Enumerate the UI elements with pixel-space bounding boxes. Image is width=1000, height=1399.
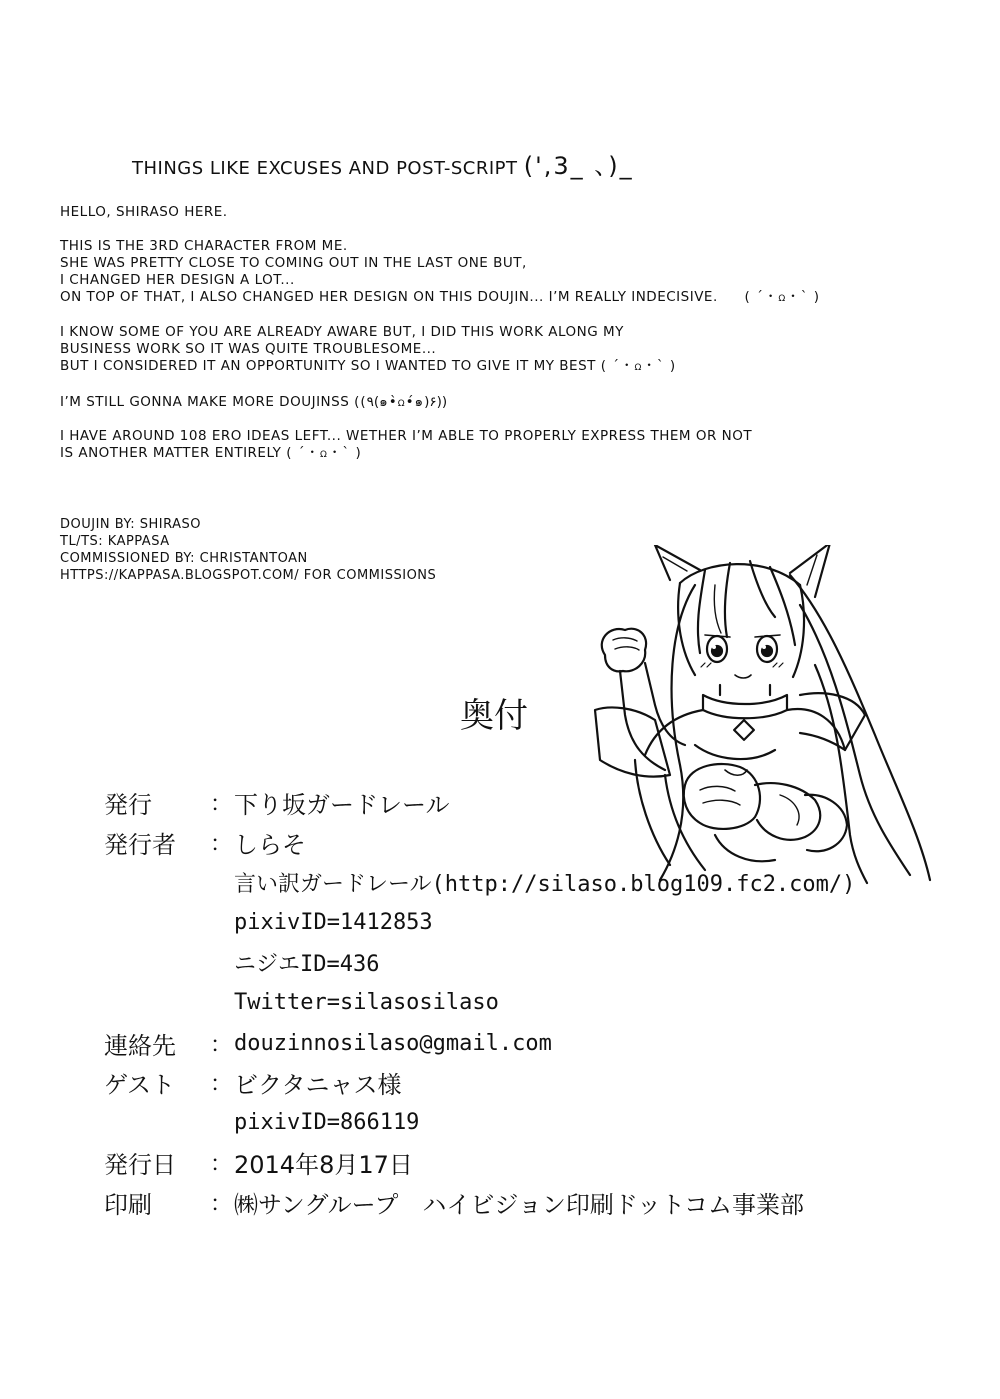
author-twitter: Twitter=silasosilaso <box>234 989 499 1015</box>
paragraph-line: I HAVE AROUND 108 ERO IDEAS LEFT... WETHER I’M ABLE TO PROPERLY EXPRESS THEM OR NOT <box>60 428 753 444</box>
credit-doujin-by: DOUJIN BY: SHIRASO <box>60 517 201 532</box>
guest-label: ゲスト <box>104 1070 176 1099</box>
afterword-paragraph-2 <box>60 324 676 375</box>
afterword-paragraph-3 <box>60 394 447 411</box>
paragraph-line <box>60 358 676 375</box>
paragraph-emote: ((٩(๑•̀ω•́๑)۶)) <box>354 394 448 410</box>
paragraph-line-text: ON TOP OF THAT, I ALSO CHANGED HER DESIGN ON THIS DOUJIN... I’M REALLY INDECISIVE. <box>60 289 718 305</box>
author-value: しらそ <box>234 830 306 859</box>
paragraph-line: BUSINESS WORK SO IT WAS QUITE TROUBLESOME... <box>60 341 437 357</box>
paragraph-line: SHE WAS PRETTY CLOSE TO COMING OUT IN THE LAST ONE BUT, <box>60 255 527 271</box>
colophon-row-printer <box>104 1184 804 1220</box>
guest-pixiv: pixivID=866119 <box>234 1109 420 1135</box>
colophon-row-publisher <box>104 784 450 820</box>
author-blog: 言い訳ガードレール(http://silaso.blog109.fc2.com/) <box>234 871 856 897</box>
contact-label: 連絡先 <box>104 1031 176 1060</box>
paragraph-line <box>60 394 447 411</box>
author-pixiv: pixivID=1412853 <box>234 909 433 935</box>
colon: ： <box>209 1191 232 1217</box>
afterword-title-emote: (',3_ 、)_ <box>523 152 634 180</box>
colon: ： <box>209 791 232 817</box>
paragraph-line-text: I’M STILL GONNA MAKE MORE DOUJINSS <box>60 394 350 410</box>
contact-email: douzinnosilaso@gmail.com <box>234 1030 552 1056</box>
afterword-title <box>132 146 634 181</box>
paragraph-line-text: IS ANOTHER MATTER ENTIRELY <box>60 445 282 461</box>
afterword-paragraph-4 <box>60 428 752 462</box>
author-nijie: ニジエID=436 <box>234 951 380 977</box>
translation-credits <box>60 516 436 584</box>
printer-label: 印刷 <box>104 1190 152 1219</box>
date-value: 2014年8月17日 <box>234 1150 413 1179</box>
paragraph-line: THIS IS THE 3RD CHARACTER FROM ME. <box>60 238 348 254</box>
author-label: 発行者 <box>104 830 176 859</box>
colon: ： <box>209 1032 232 1058</box>
publisher-label: 発行 <box>104 790 152 819</box>
date-label: 発行日 <box>104 1150 176 1179</box>
paragraph-line <box>60 445 752 462</box>
paragraph-line-text: BUT I CONSIDERED IT AN OPPORTUNITY SO I WANTED TO GIVE IT MY BEST <box>60 358 596 374</box>
paragraph-emote: ( ´・ω・` ) <box>600 358 677 374</box>
publisher-value: 下り坂ガードレール <box>234 790 450 819</box>
printer-value: ㈱サングループ ハイビジョン印刷ドットコム事業部 <box>234 1190 804 1219</box>
colon: ： <box>209 1071 232 1097</box>
character-illustration <box>575 545 935 885</box>
greeting <box>60 204 228 221</box>
colophon-row-guest <box>104 1064 402 1100</box>
afterword-title-text: THINGS LIKE EXCUSES AND POST-SCRIPT <box>132 158 518 179</box>
greeting-line: HELLO, SHIRASO HERE. <box>60 204 228 220</box>
afterword-paragraph-1 <box>60 238 820 306</box>
paragraph-emote: ( ´・ω・` ) <box>744 289 821 305</box>
credit-commissions-link: HTTPS://KAPPASA.BLOGSPOT.COM/ FOR COMMISSIONS <box>60 568 437 583</box>
guest-value: ビクタニャス様 <box>234 1070 402 1099</box>
colophon-row-contact <box>104 1025 552 1061</box>
paragraph-line: I KNOW SOME OF YOU ARE ALREADY AWARE BUT, I DID THIS WORK ALONG MY <box>60 324 624 340</box>
colon: ： <box>209 1151 232 1177</box>
credit-commissioned-by: COMMISSIONED BY: CHRISTANTOAN <box>60 551 308 566</box>
credit-tl-ts: TL/TS: KAPPASA <box>60 534 170 549</box>
colophon-row-date <box>104 1144 413 1180</box>
paragraph-emote: ( ´・ω・` ) <box>286 445 362 461</box>
paragraph-line: I CHANGED HER DESIGN A LOT... <box>60 272 295 288</box>
colon: ： <box>209 831 232 857</box>
colophon-row-author <box>104 824 306 860</box>
paragraph-line <box>60 289 820 306</box>
colophon-heading: 奥付 <box>460 696 528 736</box>
